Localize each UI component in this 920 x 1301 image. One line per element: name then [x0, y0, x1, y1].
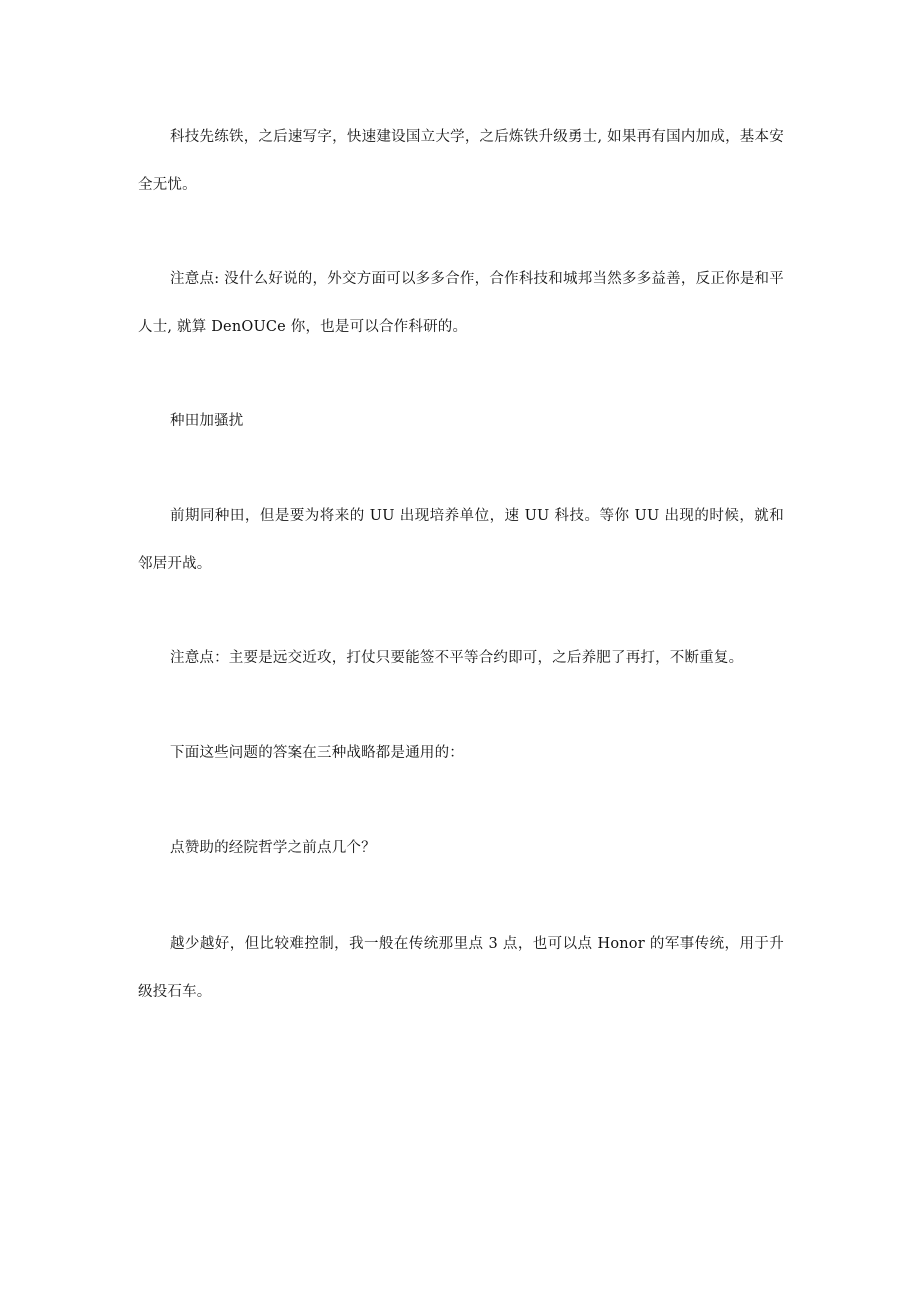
- section-heading-farming-harassment: 种田加骚扰: [170, 413, 244, 429]
- paragraph-science-strategy: 科技先练铁，之后速写字，快速建设国立大学，之后炼铁升级勇士, 如果再有国内加成，基本安全无忧。: [138, 129, 784, 193]
- paragraph-question: 点赞助的经院哲学之前点几个？: [170, 840, 376, 856]
- paragraph-answer: 越少越好，但比较难控制，我一般在传统那里点 3 点，也可以点 Honor 的军事传统，用于升级投石车。: [138, 936, 784, 1000]
- paragraph-war-note: 注意点：主要是远交近攻，打仗只要能签不平等合约即可，之后养肥了再打，不断重复。: [170, 650, 744, 666]
- paragraph-common-questions-intro: 下面这些问题的答案在三种战略都是通用的：: [170, 745, 464, 761]
- paragraph-diplomacy-note: 注意点: 没什么好说的，外交方面可以多多合作，合作科技和城邦当然多多益善，反正你是和平人士, 就算 DenOUCe 你，也是可以合作科研的。: [138, 271, 784, 335]
- paragraph-early-game: 前期同种田，但是要为将来的 UU 出现培养单位，速 UU 科技。等你 UU 出现的时候，就和邻居开战。: [138, 508, 784, 572]
